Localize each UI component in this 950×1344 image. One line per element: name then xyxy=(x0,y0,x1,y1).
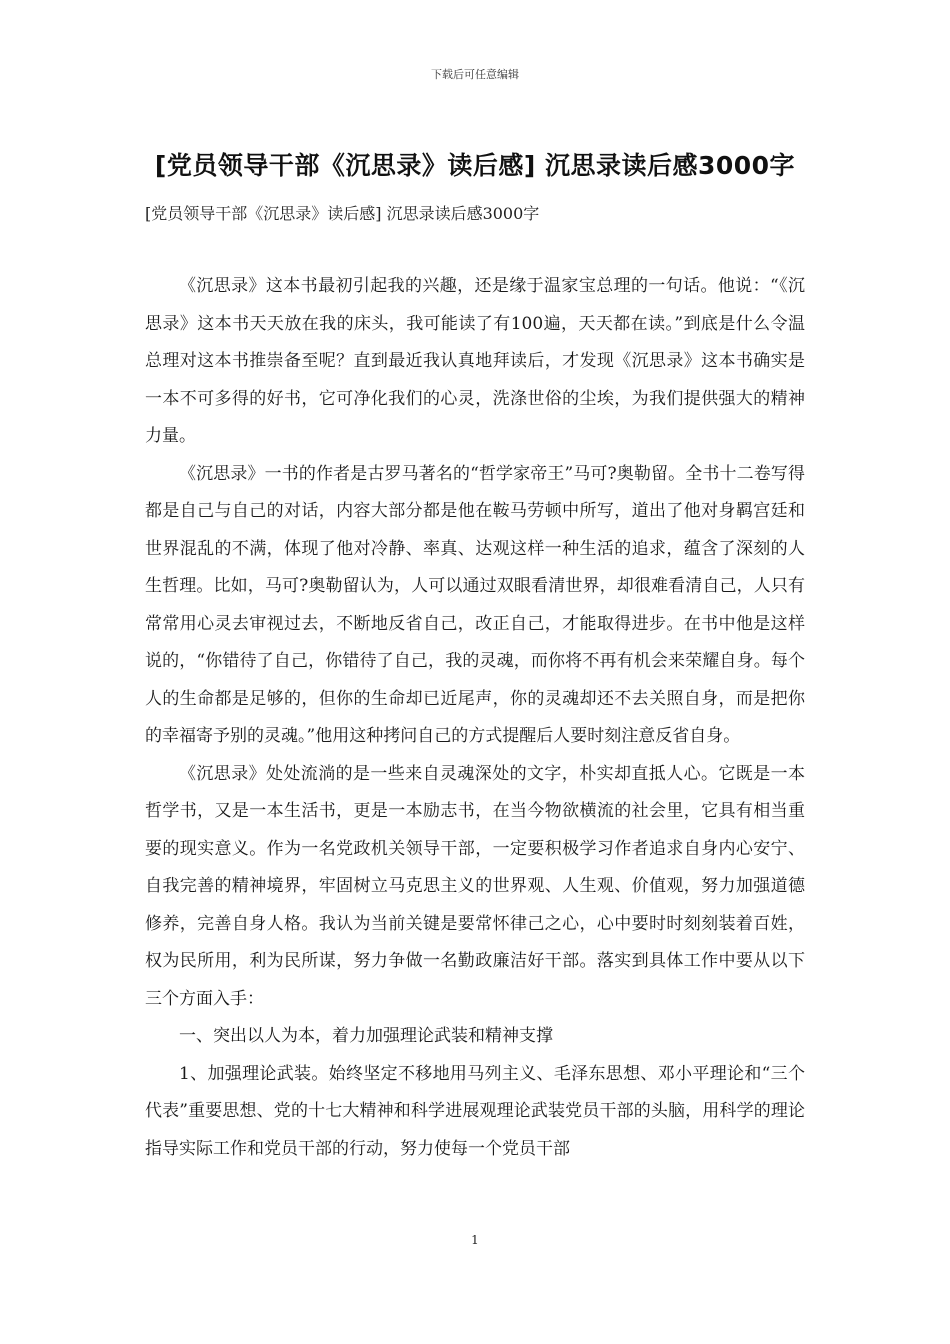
body-paragraph: 1、加强理论武装。始终坚定不移地用马列主义、毛泽东思想、邓小平理论和“三个代表”重要思想、党的十七大精神和科学进展观理论武装党员干部的头脑，用科学的理论指导实际工作和党员干部的行动，努力使每一个党员干部 xyxy=(145,1063,805,1159)
document-subtitle: [党员领导干部《沉思录》读后感] 沉思录读后感3000字 xyxy=(145,204,540,223)
body-paragraph: 《沉思录》处处流淌的是一些来自灵魂深处的文字，朴实却直抵人心。它既是一本哲学书，又是一本生活书，更是一本励志书，在当今物欲横流的社会里，它具有相当重要的现实意义。作为一名党政机关领导干部，一定要积极学习作者追求自身内心安宁、自我完善的精神境界，牢固树立马克思主义的世界观、人生观、价值观，努力加强道德修养，完善自身人格。我认为当前关键是要常怀律己之心，心中要时时刻刻装着百姓，权为民所用，利为民所谋，努力争做一名勤政廉洁好干部。落实到具体工作中要从以下三个方面入手： xyxy=(145,763,805,1009)
page-number: 1 xyxy=(471,1233,479,1247)
document-body xyxy=(145,268,805,1168)
body-paragraph: 《沉思录》这本书最初引起我的兴趣，还是缘于温家宝总理的一句话。他说：“《沉思录》这本书天天放在我的床头，我可能读了有100遍，天天都在读。”到底是什么令温总理对这本书推崇备至呢？直到最近我认真地拜读后，才发现《沉思录》这本书确实是一本不可多得的好书，它可净化我们的心灵，洗涤世俗的尘埃，为我们提供强大的精神力量。 xyxy=(145,276,805,446)
document-title: [党员领导干部《沉思录》读后感] 沉思录读后感3000字 xyxy=(154,151,796,180)
header-note: 下载后可任意编辑 xyxy=(431,68,519,81)
section-heading: 一、突出以人为本，着力加强理论武装和精神支撑 xyxy=(179,1026,553,1046)
body-paragraph: 《沉思录》一书的作者是古罗马著名的“哲学家帝王”马可?奥勒留。全书十二卷写得都是自己与自己的对话，内容大部分都是他在鞍马劳顿中所写，道出了他对身羁宫廷和世界混乱的不满，体现了他对冷静、率真、达观这样一种生活的追求，蕴含了深刻的人生哲理。比如，马可?奥勒留认为，人可以通过双眼看清世界，却很难看清自己，人只有常常用心灵去审视过去，不断地反省自己，改正自己，才能取得进步。在书中他是这样说的，“你错待了自己，你错待了自己，我的灵魂，而你将不再有机会来荣耀自身。每个人的生命都是足够的，但你的生命却已近尾声，你的灵魂却还不去关照自身，而是把你的幸福寄予别的灵魂。”他用这种拷问自己的方式提醒后人要时刻注意反省自身。 xyxy=(145,463,805,746)
